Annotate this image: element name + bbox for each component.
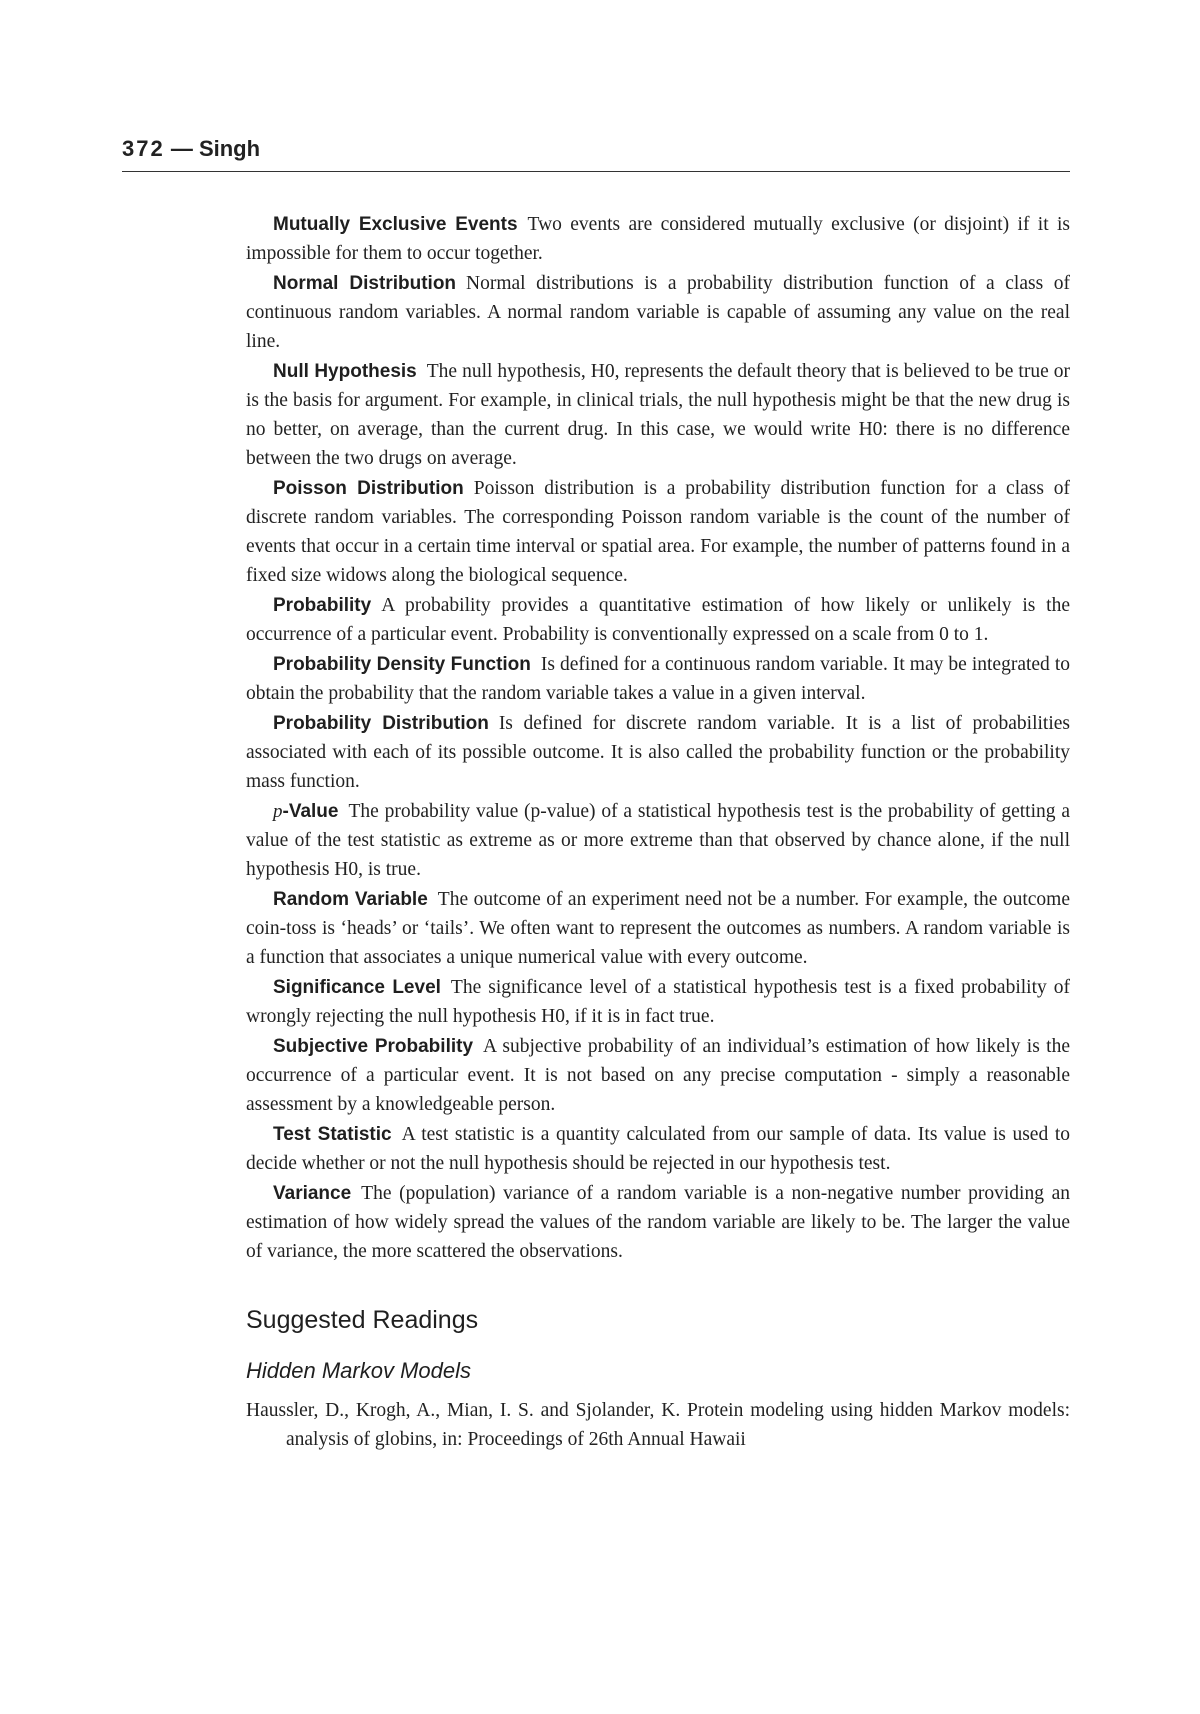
glossary-entry: [246, 797, 1070, 884]
glossary-term: Probability Density Function: [273, 654, 531, 675]
glossary-entry: [246, 1120, 1070, 1178]
glossary-definition: The probability value (p-value) of a statistical hypothesis test is the probability of getting a value of the test statistic as extreme as or more extreme than that observed by chance alone, if the null hypothesis H0, is true.: [246, 801, 1070, 880]
glossary-term: Significance Level: [273, 977, 441, 998]
glossary-definition: The outcome of an experiment need not be a number. For example, the outcome coin-toss is ‘heads’ or ‘tails’. We often want to represent the outcomes as numbers. A random variable is a function that associates a unique numerical value with every outcome.: [246, 889, 1070, 968]
glossary-definition: The significance level of a statistical hypothesis test is a fixed probability of wrongly rejecting the null hypothesis H0, if it is in fact true.: [246, 977, 1070, 1027]
glossary-term: Mutually Exclusive Events: [273, 214, 518, 235]
glossary-term-italic: p: [273, 801, 283, 822]
glossary-entry: [246, 357, 1070, 473]
suggested-readings-heading: Suggested Readings: [246, 1306, 479, 1334]
glossary-term-suffix: -Value: [282, 801, 339, 822]
glossary-definition: The null hypothesis, H0, represents the default theory that is believed to be true or is the basis for argument. For example, in clinical trials, the null hypothesis might be that the new drug is no better, on average, than the current drug. In this case, we would write H0: there is no difference between the two drugs on average.: [246, 361, 1070, 469]
glossary-definition: Is defined for discrete random variable. It is a list of probabilities associated with each of its possible outcome. It is also called the probability function or the probability mass function.: [246, 713, 1070, 792]
glossary-term: Subjective Probability: [273, 1036, 474, 1057]
page-body: [246, 210, 1070, 1474]
glossary-definition: Is defined for a continuous random variable. It may be integrated to obtain the probability that the random variable takes a value in a given interval.: [246, 654, 1071, 704]
glossary-entry: [246, 973, 1070, 1031]
glossary-term: Variance: [273, 1183, 352, 1204]
glossary-term: Null Hypothesis: [273, 361, 417, 382]
header-separator: —: [164, 136, 199, 161]
header-author: Singh: [198, 136, 261, 161]
glossary-definition: A probability provides a quantitative estimation of how likely or unlikely is the occurrence of a particular event. Probability is conventionally expressed on a scale from 0 to 1.: [246, 595, 1070, 645]
glossary-entry: [246, 474, 1070, 590]
glossary-definition: Normal distributions is a probability distribution function of a class of continuous random variables. A normal random variable is capable of assuming any value on the real line.: [246, 273, 1070, 352]
glossary-term: Test Statistic: [273, 1124, 392, 1145]
page-number: 372: [122, 136, 165, 161]
reference-entry: Haussler, D., Krogh, A., Mian, I. S. and Sjolander, K. Protein modeling using hidden Markov models: analysis of globins, in: Proceedings of 26th Annual Hawaii: [246, 1400, 1070, 1450]
running-header: [122, 137, 1070, 172]
glossary-definition: A subjective probability of an individual’s estimation of how likely is the occurrence of a particular event. It is not based on any precise computation - simply a reasonable assessment by a knowledgeable person.: [246, 1036, 1070, 1115]
glossary-entry: [246, 885, 1070, 972]
glossary-entry: [246, 650, 1070, 708]
glossary-term: Probability: [273, 595, 372, 616]
glossary-term: Poisson Distribution: [273, 478, 464, 499]
glossary-entry: [246, 591, 1070, 649]
glossary-entry: [246, 1179, 1070, 1266]
glossary-definition: Poisson distribution is a probability distribution function for a class of discrete random variables. The corresponding Poisson random variable is the count of the number of events that occur in a certain time interval or spatial area. For example, the number of patterns found in a fixed size widows along the biological sequence.: [246, 478, 1071, 586]
glossary-definition: Two events are considered mutually exclusive (or disjoint) if it is impossible for them to occur together.: [246, 214, 1070, 264]
glossary-term-p-value: [273, 801, 338, 822]
glossary-entry: [246, 210, 1070, 268]
glossary-term: Random Variable: [273, 889, 428, 910]
glossary-entry: [246, 269, 1070, 356]
glossary-term: Probability Distribution: [273, 713, 489, 734]
glossary-definition: The (population) variance of a random variable is a non-negative number providing an estimation of how widely spread the values of the random variable are likely to be. The larger the value of variance, the more scattered the observations.: [246, 1183, 1070, 1262]
glossary-entry: [246, 709, 1070, 796]
glossary-definition: A test statistic is a quantity calculated from our sample of data. Its value is used to decide whether or not the null hypothesis should be rejected in our hypothesis test.: [246, 1124, 1070, 1174]
glossary-term: Normal Distribution: [273, 273, 457, 294]
glossary-entry: [246, 1032, 1070, 1119]
subsection-heading: Hidden Markov Models: [246, 1358, 471, 1383]
